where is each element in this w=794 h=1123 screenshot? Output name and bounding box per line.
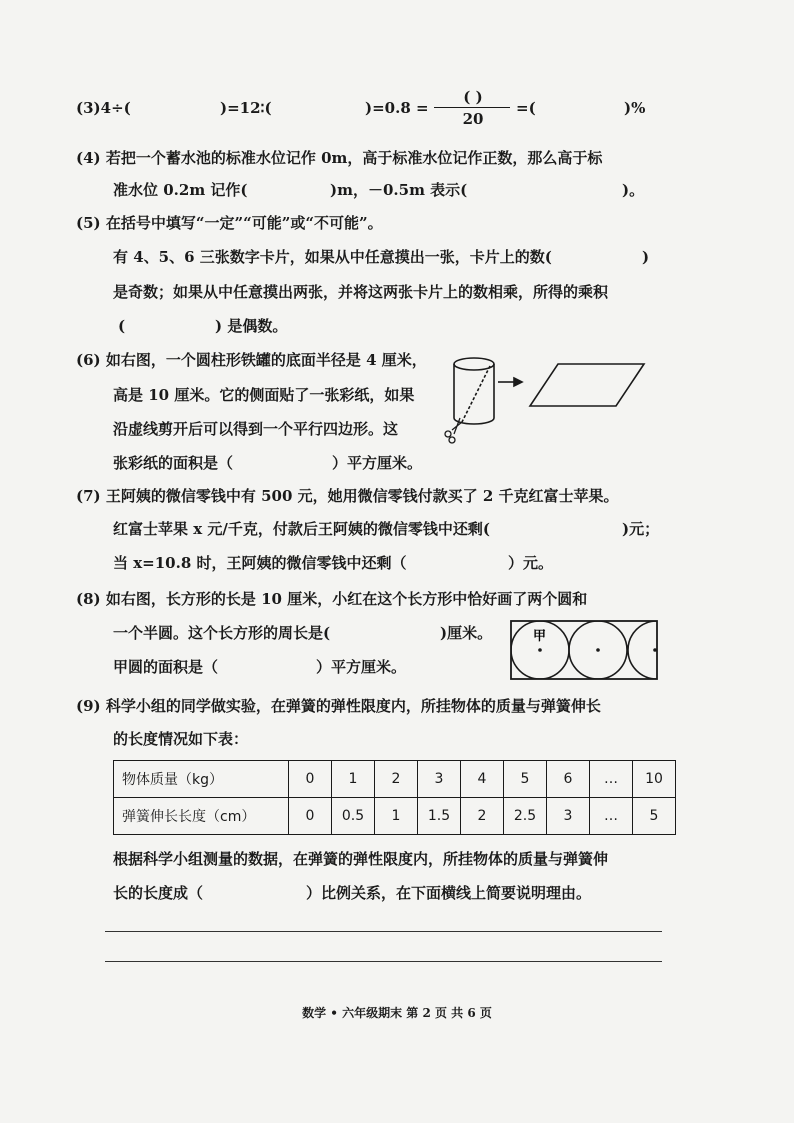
table-cell: 10 xyxy=(633,761,676,798)
q6-line1 xyxy=(76,350,427,370)
q5-text-4a: ( xyxy=(118,317,126,335)
q7-number: (7) xyxy=(76,487,101,505)
table-cell: 0 xyxy=(289,798,332,835)
answer-line xyxy=(105,961,662,962)
q3-fraction-bar xyxy=(434,107,510,108)
cylinder-figure xyxy=(430,350,660,450)
q7-text-3b: ）元。 xyxy=(508,554,554,572)
q6-text-4a: 张彩纸的面积是（ xyxy=(113,454,234,472)
table-cell: 5 xyxy=(504,761,547,798)
table-cell: 0 xyxy=(289,761,332,798)
cylinder-icon xyxy=(454,358,494,424)
q3-text-b: )=12∶( xyxy=(220,99,272,117)
q5-text-2a: 有 4、5、6 三张数字卡片，如果从中任意摸出一张，卡片上的数( xyxy=(113,248,552,266)
q8-text-1: 如右图，长方形的长是 10 厘米，小红在这个长方形中恰好画了两个圆和 xyxy=(105,590,588,608)
table-cell: … xyxy=(590,798,633,835)
q4-text-2a: 准水位 0.2m 记作( xyxy=(113,181,248,199)
table-cell: 1 xyxy=(375,798,418,835)
q9-text-2: 的长度情况如下表： xyxy=(113,730,249,748)
q5-line1 xyxy=(76,213,383,233)
q4-text-1: 若把一个蓄水池的标准水位记作 0m，高于标准水位记作正数，那么高于标 xyxy=(105,149,603,167)
table-cell: 5 xyxy=(633,798,676,835)
q8-text-2b: )厘米。 xyxy=(440,624,493,642)
center-dot xyxy=(653,648,657,652)
table-cell: 0.5 xyxy=(332,798,375,835)
table-row-header: 物体质量（kg） xyxy=(114,761,289,798)
q8-text-2a: 一个半圆。这个长方形的周长是( xyxy=(113,624,331,642)
center-dot xyxy=(596,648,600,652)
table-cell: 4 xyxy=(461,761,504,798)
q5-text-3: 是奇数；如果从中任意摸出两张，并将这两张卡片上的数相乘，所得的乘积 xyxy=(113,283,609,301)
table-cell: 1 xyxy=(332,761,375,798)
q9-text-4b: ）比例关系，在下面横线上简要说明理由。 xyxy=(306,884,592,902)
q7-text-2a: 红富士苹果 x 元/千克，付款后王阿姨的微信零钱中还剩( xyxy=(113,520,490,538)
q3-fraction-bottom: 20 xyxy=(462,110,484,128)
q8-number: (8) xyxy=(76,590,101,608)
q6-number: (6) xyxy=(76,351,101,369)
q6-text-3: 沿虚线剪开后可以得到一个平行四边形。这 xyxy=(113,420,399,438)
table-cell: 1.5 xyxy=(418,798,461,835)
q6-text-1: 如右图，一个圆柱形铁罐的底面半径是 4 厘米， xyxy=(105,351,427,369)
q7-text-3a: 当 x=10.8 时，王阿姨的微信零钱中还剩（ xyxy=(113,554,407,572)
q4-number: (4) xyxy=(76,149,101,167)
q6-text-2: 高是 10 厘米。它的侧面贴了一张彩纸，如果 xyxy=(113,386,415,404)
parallelogram-shape xyxy=(530,364,644,406)
q7-line1 xyxy=(76,486,619,506)
q8-text-3a: 甲圆的面积是（ xyxy=(113,658,219,676)
table-cell: 3 xyxy=(547,798,590,835)
q5-number: (5) xyxy=(76,214,101,232)
arrow-right-icon xyxy=(498,378,522,386)
table-cell: 6 xyxy=(547,761,590,798)
q3-text-a: 4÷( xyxy=(100,99,131,117)
q5-text-4b: ) 是偶数。 xyxy=(215,317,288,335)
page-footer: 数学 • 六年级期末 第 2 页 共 6 页 xyxy=(302,1006,492,1020)
center-dot xyxy=(538,648,542,652)
q3-line xyxy=(76,98,131,118)
q3-number: (3) xyxy=(76,99,101,117)
circle-label: 甲 xyxy=(533,629,547,644)
table-row xyxy=(114,761,676,798)
table-row xyxy=(114,798,676,835)
q4-text-2c: )。 xyxy=(622,181,645,199)
q3-text-c: )=0.8 = xyxy=(365,99,429,117)
q4-line1 xyxy=(76,148,602,168)
q9-text-1: 科学小组的同学做实验，在弹簧的弹性限度内，所挂物体的质量与弹簧伸长 xyxy=(105,697,601,715)
circles-in-rectangle-figure xyxy=(508,618,660,684)
q9-text-4a: 长的长度成（ xyxy=(113,884,204,902)
q6-text-4b: ）平方厘米。 xyxy=(332,454,423,472)
q3-fraction-top: ( ) xyxy=(463,88,483,106)
q5-text-1: 在括号中填写“一定”“可能”或“不可能”。 xyxy=(105,214,383,232)
q3-text-e: )% xyxy=(624,99,646,117)
q8-line1 xyxy=(76,589,587,609)
q4-text-2b: )m，－0.5m 表示( xyxy=(330,181,468,199)
spring-data-table xyxy=(113,760,676,835)
q7-text-1: 王阿姨的微信零钱中有 500 元，她用微信零钱付款买了 2 千克红富士苹果。 xyxy=(105,487,619,505)
q7-text-2b: )元； xyxy=(622,520,660,538)
answer-line xyxy=(105,931,662,932)
table-cell: 2.5 xyxy=(504,798,547,835)
table-cell: 2 xyxy=(461,798,504,835)
q8-text-3b: ）平方厘米。 xyxy=(316,658,407,676)
q3-text-d: =( xyxy=(516,99,536,117)
q9-text-3: 根据科学小组测量的数据，在弹簧的弹性限度内，所挂物体的质量与弹簧伸 xyxy=(113,850,609,868)
q9-number: (9) xyxy=(76,697,101,715)
table-cell: 3 xyxy=(418,761,461,798)
q5-text-2b: ) xyxy=(642,248,650,266)
q9-line1 xyxy=(76,696,601,716)
table-cell: 2 xyxy=(375,761,418,798)
table-cell: … xyxy=(590,761,633,798)
table-row-header: 弹簧伸长长度（cm） xyxy=(114,798,289,835)
